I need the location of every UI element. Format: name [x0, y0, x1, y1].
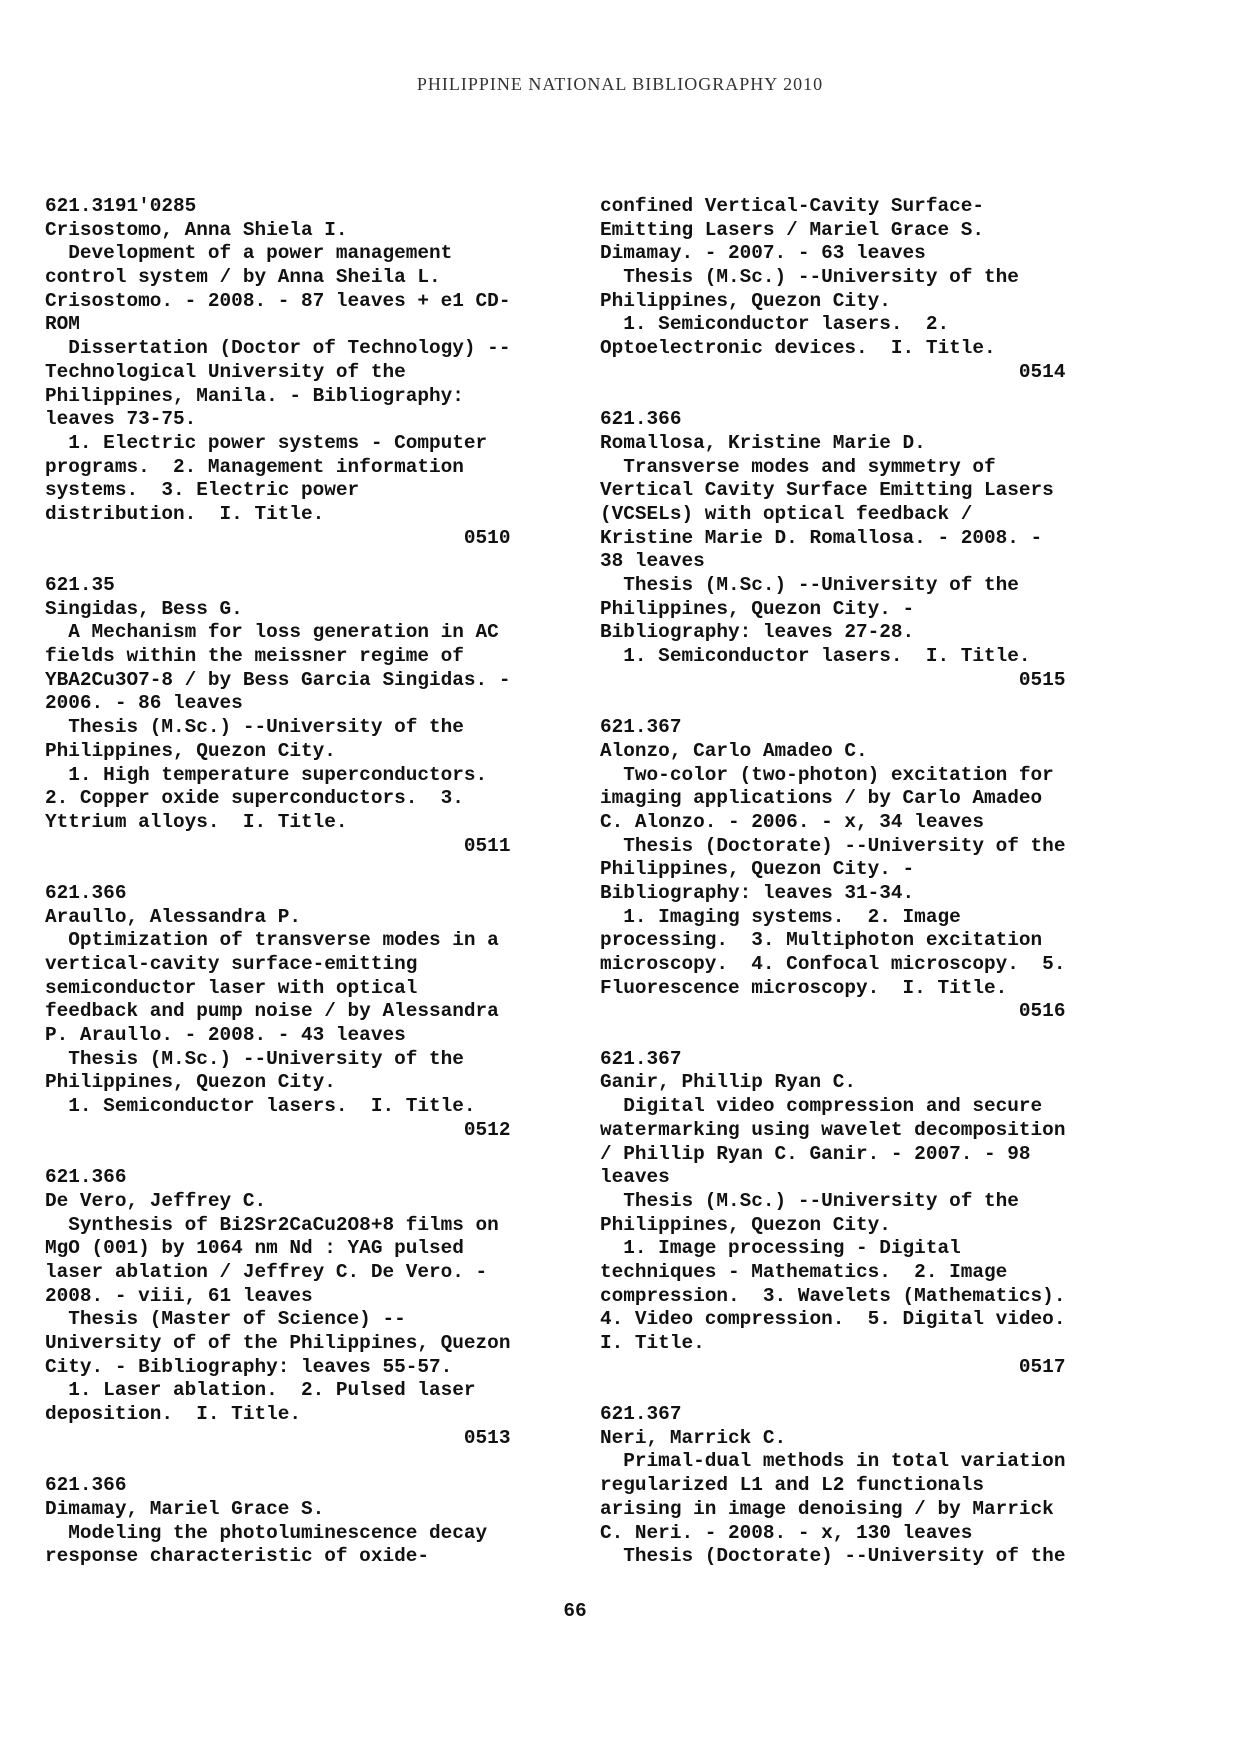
entry-line: Two-color (two-photon) excitation for: [600, 763, 1054, 786]
entry-line: Philippines, Quezon City.: [600, 289, 891, 312]
entry-line: 621.366: [600, 408, 682, 431]
entry-line: Technological University of the: [45, 360, 406, 383]
entry-line: C. Neri. - 2008. - x, 130 leaves: [600, 1521, 973, 1544]
entry-line: [45, 858, 555, 882]
entry-line: Dimamay, Mariel Grace S.: [45, 1497, 325, 1520]
entry-line: University of of the Philippines, Quezon: [45, 1332, 511, 1354]
entry-line: [45, 1450, 555, 1474]
entry-line: Yttrium alloys. I. Title.: [45, 810, 348, 833]
entry-line: MgO (001) by 1064 nm Nd : YAG pulsed: [45, 1237, 464, 1260]
entry-line: [45, 1143, 555, 1167]
entry-line: Primal-dual methods in total variation: [600, 1450, 1066, 1473]
entry-line: 1. Semiconductor lasers. 2.: [600, 313, 950, 336]
entry-line: 1. Image processing - Digital: [600, 1237, 961, 1260]
entry-line: Dimamay. - 2007. - 63 leaves: [600, 242, 926, 265]
entry-line: deposition. I. Title.: [45, 1403, 301, 1426]
entry-line: 2. Copper oxide superconductors. 3.: [45, 787, 464, 810]
entry-line: Optoelectronic devices. I. Title.: [600, 337, 996, 360]
page-header: PHILIPPINE NATIONAL BIBLIOGRAPHY 2010: [416, 74, 824, 94]
page-number: 66: [563, 1600, 587, 1622]
entry-line: 621.366: [45, 1166, 127, 1189]
entry-line: 621.367: [600, 1047, 682, 1070]
entry-line: 4. Video compression. 5. Digital video.: [600, 1308, 1066, 1331]
entry-line: 0512: [45, 1118, 511, 1141]
entry-line: Neri, Marrick C.: [600, 1426, 787, 1449]
entry-line: feedback and pump noise / by Alessandra: [45, 1000, 499, 1023]
entry-line: microscopy. 4. Confocal microscopy. 5.: [600, 953, 1066, 975]
entry-line: Singidas, Bess G.: [45, 597, 243, 620]
entry-line: ROM: [45, 313, 80, 336]
entry-line: 0516: [600, 1000, 1066, 1023]
entry-line: 1. Semiconductor lasers. I. Title.: [600, 645, 1031, 668]
entry-line: Thesis (M.Sc.) --University of the: [600, 1189, 1019, 1212]
entry-line: Araullo, Alessandra P.: [45, 905, 301, 928]
entry-line: 0510: [45, 526, 511, 549]
entry-line: vertical-cavity surface-emitting: [45, 953, 418, 975]
entry-line: 0511: [45, 834, 511, 857]
entry-line: fields within the meissner regime of: [45, 645, 464, 668]
entry-line: 1. Electric power systems - Computer: [45, 431, 488, 454]
entry-line: leaves: [600, 1166, 670, 1189]
entry-line: Optimization of transverse modes in a: [45, 929, 499, 952]
entry-line: / Phillip Ryan C. Ganir. - 2007. - 98: [600, 1142, 1031, 1165]
entry-line: compression. 3. Wavelets (Mathematics).: [600, 1284, 1066, 1307]
entry-line: Thesis (Doctorate) --University of the: [600, 834, 1066, 857]
entry-line: Emitting Lasers / Mariel Grace S.: [600, 218, 984, 241]
entry-line: Dissertation (Doctor of Technology) --: [45, 337, 511, 360]
entry-line: [600, 1024, 1110, 1048]
entry-line: P. Araullo. - 2008. - 43 leaves: [45, 1024, 406, 1047]
entry-line: 621.367: [600, 1403, 682, 1426]
entry-line: 621.35: [45, 574, 115, 596]
entry-line: [45, 550, 555, 574]
entry-line: City. - Bibliography: leaves 55-57.: [45, 1355, 453, 1378]
entry-line: Transverse modes and symmetry of: [600, 455, 996, 478]
entry-line: programs. 2. Management information: [45, 455, 464, 478]
entry-line: Modeling the photoluminescence decay: [45, 1521, 488, 1544]
entry-line: A Mechanism for loss generation in AC: [45, 621, 499, 644]
entry-line: Bibliography: leaves 31-34.: [600, 881, 915, 904]
entry-line: 2006. - 86 leaves: [45, 692, 243, 715]
entry-line: 38 leaves: [600, 550, 705, 573]
entry-line: leaves 73-75.: [45, 408, 197, 431]
entry-line: De Vero, Jeffrey C.: [45, 1189, 267, 1212]
entry-line: Philippines, Quezon City.: [600, 1213, 891, 1236]
entry-line: YBA2Cu3O7-8 / by Bess Garcia Singidas. -: [45, 668, 511, 691]
entry-line: techniques - Mathematics. 2. Image: [600, 1260, 1008, 1283]
entry-line: 0517: [600, 1355, 1066, 1378]
entry-line: Thesis (M.Sc.) --University of the: [45, 716, 464, 739]
entry-line: Digital video compression and secure: [600, 1095, 1043, 1118]
entry-line: 621.366: [45, 1474, 127, 1497]
entry-line: Ganir, Phillip Ryan C.: [600, 1071, 856, 1094]
entry-line: regularized L1 and L2 functionals: [600, 1474, 984, 1497]
entry-line: 0514: [600, 360, 1066, 383]
entry-line: Crisostomo, Anna Shiela I.: [45, 218, 348, 241]
entry-line: [600, 385, 1110, 409]
entry-line: watermarking using wavelet decomposition: [600, 1118, 1066, 1141]
entry-line: Kristine Marie D. Romallosa. - 2008. -: [600, 526, 1043, 549]
right-column: [600, 195, 1110, 1569]
entry-line: 621.3191'0285: [45, 195, 197, 217]
entry-line: Thesis (M.Sc.) --University of the: [600, 574, 1019, 596]
entry-line: Thesis (M.Sc.) --University of the: [45, 1047, 464, 1070]
entry-line: [600, 692, 1110, 716]
entry-line: Thesis (M.Sc.) --University of the: [600, 266, 1019, 289]
entry-line: I. Title.: [600, 1332, 705, 1354]
entry-line: Thesis (Master of Science) --: [45, 1308, 406, 1331]
entry-line: 621.366: [45, 881, 127, 904]
entry-line: 0513: [45, 1426, 511, 1449]
entry-line: processing. 3. Multiphoton excitation: [600, 929, 1043, 952]
entry-line: Romallosa, Kristine Marie D.: [600, 431, 926, 454]
entry-line: 0515: [600, 668, 1066, 691]
entry-line: Philippines, Manila. - Bibliography:: [45, 384, 464, 407]
entry-line: [600, 1379, 1110, 1403]
entry-line: imaging applications / by Carlo Amadeo: [600, 787, 1043, 810]
entry-line: distribution. I. Title.: [45, 502, 325, 525]
entry-line: response characteristic of oxide-: [45, 1545, 429, 1568]
entry-line: arising in image denoising / by Marrick: [600, 1497, 1054, 1520]
entry-line: Synthesis of Bi2Sr2CaCu2O8+8 films on: [45, 1213, 499, 1236]
entry-line: 1. Imaging systems. 2. Image: [600, 905, 961, 928]
entry-line: semiconductor laser with optical: [45, 976, 418, 999]
entry-line: control system / by Anna Sheila L.: [45, 266, 441, 289]
entry-line: Fluorescence microscopy. I. Title.: [600, 976, 1008, 999]
entry-line: C. Alonzo. - 2006. - x, 34 leaves: [600, 810, 984, 833]
entry-line: Philippines, Quezon City.: [45, 739, 336, 762]
entry-line: 1. Semiconductor lasers. I. Title.: [45, 1095, 476, 1118]
entry-line: 621.367: [600, 716, 682, 739]
entry-line: 2008. - viii, 61 leaves: [45, 1284, 313, 1307]
entry-line: systems. 3. Electric power: [45, 479, 360, 502]
entry-line: Philippines, Quezon City.: [45, 1071, 336, 1094]
entry-line: 1. High temperature superconductors.: [45, 763, 488, 786]
entry-line: Philippines, Quezon City. -: [600, 597, 915, 620]
entry-line: Philippines, Quezon City. -: [600, 858, 915, 881]
entry-line: 1. Laser ablation. 2. Pulsed laser: [45, 1379, 476, 1402]
left-column: [45, 195, 555, 1569]
entry-line: Crisostomo. - 2008. - 87 leaves + e1 CD-: [45, 289, 511, 312]
entry-line: confined Vertical-Cavity Surface-: [600, 195, 984, 217]
entry-line: Vertical Cavity Surface Emitting Lasers: [600, 479, 1054, 502]
entry-line: (VCSELs) with optical feedback /: [600, 502, 973, 525]
entry-line: Alonzo, Carlo Amadeo C.: [600, 739, 868, 762]
entry-line: Thesis (Doctorate) --University of the: [600, 1545, 1066, 1568]
entry-line: Development of a power management: [45, 242, 453, 265]
entry-line: laser ablation / Jeffrey C. De Vero. -: [45, 1260, 488, 1283]
entry-line: Bibliography: leaves 27-28.: [600, 621, 915, 644]
